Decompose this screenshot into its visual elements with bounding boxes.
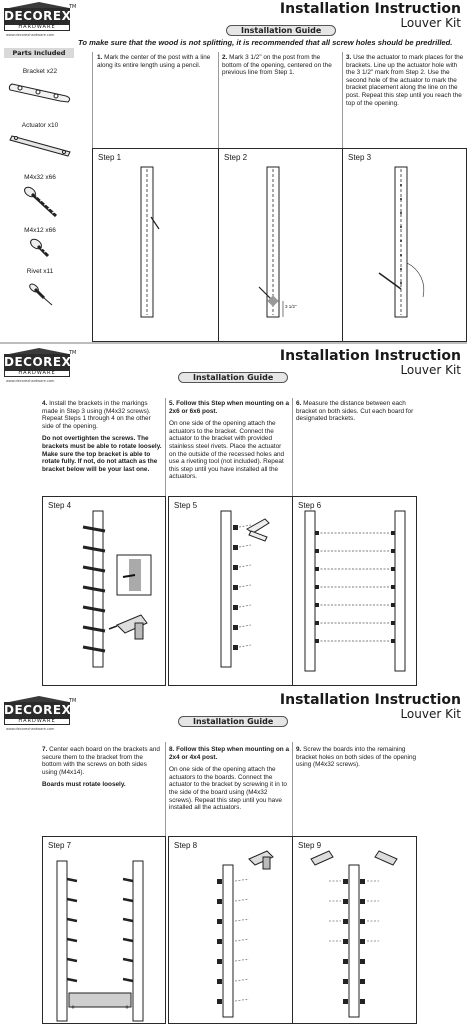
rivet-tool-icon [247, 519, 269, 541]
step-1-diagram [92, 148, 219, 342]
step-5-text: On one side of the opening attach the actuators to the bracket. Connect the actuator to the bracket with provided stainless steel rivets. Place the actuator on the outside of the recessed holes and use a riveting tool (not included). Repeat this step until you have installed all the actuators. [169, 420, 285, 481]
logo-url: www.decorexhardware.com [6, 379, 55, 383]
step-7-number: 7. [42, 746, 48, 753]
bracket-icon [8, 78, 74, 104]
title-line2: Louver Kit [400, 16, 461, 30]
drill-icon [311, 851, 397, 865]
part-m4x12-label: M4x12 x66 [24, 227, 56, 234]
step-8-drawing [169, 837, 294, 1024]
step-5-instructions [169, 400, 290, 486]
long-screw-icon [22, 184, 62, 224]
step-3-text: Use the actuator to mark places for the brackets. Line up the actuator hole with the 3 1/2" mark from Step 2. Use the second hole of the actuator to mark the bracket placement along the line on the post. Repeat this step until you reach the top of the opening. [346, 54, 464, 107]
logo-brand: DECOREX [4, 355, 72, 369]
logo-tm: TM [69, 350, 77, 356]
drill-icon [109, 615, 147, 639]
step-6-label: Step 6 [298, 501, 322, 510]
step-8-diagram [168, 836, 293, 1024]
logo-url: www.decorexhardware.com [6, 33, 55, 37]
page-title [280, 348, 461, 377]
step-6-diagram [292, 496, 417, 686]
step-6-number: 6. [296, 400, 302, 407]
step-3-diagram [342, 148, 467, 342]
logo-subline: HARDWARE [4, 24, 70, 31]
step-3-drawing [343, 149, 467, 343]
predrill-warning: To make sure that the wood is not splitting, it is recommended that all screw holes should be predrilled. [78, 38, 453, 47]
step-1-drawing [93, 149, 220, 343]
instruction-page-2 [0, 344, 467, 686]
step-2-diagram [218, 148, 343, 342]
step-5-lead: Follow this Step when mounting on a 2x6 or 6x6 post. [169, 400, 290, 415]
installation-guide-label: Installation Guide [178, 716, 288, 727]
logo-tm: TM [69, 698, 77, 704]
parts-heading: Parts Included [4, 48, 74, 58]
step-8-lead: Follow this Step when mounting on a 2x4 or 4x4 post. [169, 746, 290, 761]
step-5-number: 5. [169, 400, 175, 407]
step-3-instructions [346, 54, 464, 107]
instruction-page-1 [0, 0, 467, 342]
step-2-text: Mark 3 1/2" on the post from the bottom of the opening, centered on the previous line from Step 1. [222, 54, 332, 77]
step-3-label: Step 3 [348, 153, 372, 162]
title-line1: Installation Instruction [279, 1, 461, 17]
step-7-bold: Boards must rotate loosely. [42, 781, 126, 789]
logo-url: www.decorexhardware.com [6, 727, 55, 731]
step-6-instructions [296, 400, 417, 423]
title-line2: Louver Kit [400, 707, 461, 721]
step-2-drawing [219, 149, 344, 343]
short-screw-icon [28, 236, 56, 264]
step-9-drawing [293, 837, 418, 1024]
part-actuator-label: Actuator x10 [21, 122, 59, 129]
step-5-drawing [169, 497, 294, 687]
step-7-drawing [43, 837, 167, 1024]
step-5-label: Step 5 [174, 501, 198, 510]
step-7-diagram [42, 836, 166, 1024]
decorex-logo [3, 696, 75, 732]
step-9-diagram [292, 836, 417, 1024]
title-line1: Installation Instruction [279, 692, 461, 708]
actuator-icon [8, 132, 74, 158]
decorex-logo [3, 348, 75, 384]
title-line2: Louver Kit [400, 363, 461, 377]
step-3-number: 3. [346, 54, 352, 61]
logo-subline: HARDWARE [4, 370, 70, 377]
drill-icon [249, 851, 273, 869]
step-7-label: Step 7 [48, 841, 72, 850]
step-4-diagram [42, 496, 166, 686]
step-9-label: Step 9 [298, 841, 322, 850]
step-4-instructions [42, 400, 163, 478]
part-m4x32-label: M4x32 x66 [24, 174, 56, 181]
step-9-number: 9. [296, 746, 302, 753]
logo-brand: DECOREX [4, 703, 72, 717]
step-4-drawing [43, 497, 167, 687]
logo-brand: DECOREX [4, 9, 72, 23]
step-6-text: Measure the distance between each bracket on both sides. Cut each board for designated brackets. [296, 400, 414, 423]
step-9-text: Screw the boards into the remaining bracket holes on both sides of the opening using (M4x32 screws). [296, 746, 417, 769]
step-1-text: Mark the center of the post with a line along its entire length using a pencil. [97, 54, 211, 69]
step-6-drawing [293, 497, 418, 687]
parts-list [0, 44, 82, 342]
title-line1: Installation Instruction [279, 348, 461, 364]
step-9-instructions [296, 746, 417, 769]
step-4-number: 4. [42, 400, 48, 407]
step-8-instructions [169, 746, 290, 817]
step-7-instructions [42, 746, 163, 794]
logo-subline: HARDWARE [4, 718, 70, 725]
louver-board [69, 993, 131, 1007]
instruction-page-3 [0, 686, 467, 1024]
step-2-number: 2. [222, 54, 228, 61]
step-1-number: 1. [97, 54, 103, 61]
step-2-dimension: 3 1/2" [285, 304, 297, 309]
step-8-label: Step 8 [174, 841, 198, 850]
page-title [280, 692, 461, 721]
step-1-label: Step 1 [98, 153, 122, 162]
step-8-number: 8. [169, 746, 175, 753]
rivet-icon [26, 280, 56, 308]
step-2-label: Step 2 [224, 153, 248, 162]
step-2-instructions [222, 54, 340, 77]
step-5-diagram [168, 496, 293, 686]
installation-guide-label: Installation Guide [226, 25, 336, 36]
step-1-instructions [97, 54, 215, 69]
step-4-text: Install the brackets in the markings made in Step 3 using (M4x32 screws). Repeat Steps 1 through 4 on the other side of the opening. [42, 400, 151, 430]
step-8-text: On one side of the opening attach the actuators to the boards. Connect the actuator to the bracket by screwing it in to the side of the board using (M4x32 screws). Repeat this step until you have installed all the actuators. [169, 766, 287, 812]
step-7-text: Center each board on the brackets and secure them to the bracket from the bottom with the screws on both sides using (M4x14). [42, 746, 160, 776]
decorex-logo [3, 2, 75, 38]
step-4-label: Step 4 [48, 501, 72, 510]
step-4-bold: Do not overtighten the screws. The brackets must be able to rotate loosely. Make sure the top bracket is able to rotate fully. If not, do not attach as the bracket below will be your last one. [42, 435, 162, 473]
part-rivet-label: Rivet x11 [26, 268, 54, 275]
installation-guide-label: Installation Guide [178, 372, 288, 383]
part-bracket-label: Bracket x22 [22, 68, 58, 75]
logo-tm: TM [69, 4, 77, 10]
